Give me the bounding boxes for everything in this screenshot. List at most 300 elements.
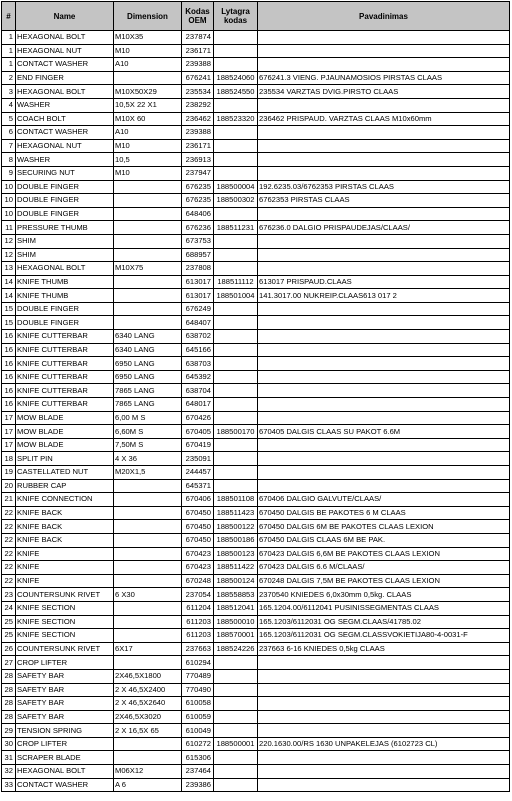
table-row [2,506,510,520]
cell-oem-code: 610058 [182,697,214,711]
cell-name: HEXAGONAL BOLT [16,262,114,276]
cell-oem-code: 244457 [182,466,214,480]
cell-lytagra-code [214,398,258,412]
cell-number: 28 [2,710,16,724]
cell-number: 28 [2,669,16,683]
cell-lytagra-code [214,452,258,466]
cell-number: 22 [2,506,16,520]
cell-pavadinimas [258,765,510,779]
cell-name: SAFETY BAR [16,683,114,697]
cell-lytagra-code: 188512041 [214,601,258,615]
cell-oem-code: 645371 [182,479,214,493]
cell-oem-code: 770490 [182,683,214,697]
table-row [2,207,510,221]
table-row [2,180,510,194]
cell-dimension [114,533,182,547]
cell-dimension: 10,5 [114,153,182,167]
cell-lytagra-code [214,126,258,140]
cell-number: 9 [2,166,16,180]
cell-pavadinimas: 192.6235.03/6762353 PIRSTAS CLAAS [258,180,510,194]
cell-pavadinimas [258,139,510,153]
cell-dimension: M10X 60 [114,112,182,126]
cell-name: MOW BLADE [16,438,114,452]
cell-number: 5 [2,112,16,126]
table-row [2,452,510,466]
cell-pavadinimas [258,452,510,466]
table-row [2,466,510,480]
cell-number: 24 [2,601,16,615]
cell-lytagra-code: 188500186 [214,533,258,547]
cell-pavadinimas [258,44,510,58]
cell-pavadinimas: 670450 DALGIS CLAAS 6M BE PAK. [258,533,510,547]
cell-dimension: M10X50X29 [114,85,182,99]
cell-name: HEXAGONAL NUT [16,44,114,58]
cell-pavadinimas: 670450 DALGIS 6M BE PAKOTES CLAAS LEXION [258,520,510,534]
table-row [2,234,510,248]
cell-pavadinimas: 670423 DALGIS 6,6M BE PAKOTES CLAAS LEXION [258,547,510,561]
cell-oem-code: 236171 [182,44,214,58]
cell-pavadinimas [258,166,510,180]
cell-name: KNIFE [16,547,114,561]
cell-dimension [114,71,182,85]
cell-name: PRESSURE THUMB [16,221,114,235]
cell-number: 10 [2,194,16,208]
cell-pavadinimas: 235534 VARZTAS DVIG.PIRSTO CLAAS [258,85,510,99]
cell-lytagra-code: 188511231 [214,221,258,235]
cell-oem-code: 648017 [182,398,214,412]
cell-oem-code: 676235 [182,194,214,208]
cell-oem-code: 670405 [182,425,214,439]
cell-lytagra-code: 188570001 [214,629,258,643]
cell-dimension: 6950 LANG [114,370,182,384]
cell-number: 28 [2,697,16,711]
table-row [2,778,510,792]
cell-lytagra-code [214,234,258,248]
cell-dimension [114,737,182,751]
table-row [2,85,510,99]
cell-oem-code: 238292 [182,98,214,112]
table-row [2,411,510,425]
header-pavadinimas: Pavadinimas [258,2,510,31]
table-row [2,262,510,276]
cell-name: KNIFE [16,561,114,575]
cell-pavadinimas: 165.1203/6112031 OG SEGM.CLASSVOKIETIJA80-4-0031-F [258,629,510,643]
cell-oem-code: 237808 [182,262,214,276]
table-row [2,629,510,643]
cell-oem-code: 688957 [182,248,214,262]
cell-oem-code: 645166 [182,343,214,357]
cell-name: KNIFE [16,574,114,588]
cell-pavadinimas [258,669,510,683]
cell-number: 25 [2,629,16,643]
cell-pavadinimas [258,126,510,140]
cell-name: CONTACT WASHER [16,778,114,792]
cell-name: DOUBLE FINGER [16,207,114,221]
cell-oem-code: 237663 [182,642,214,656]
cell-pavadinimas [258,411,510,425]
cell-oem-code: 638703 [182,357,214,371]
cell-oem-code: 676235 [182,180,214,194]
cell-number: 15 [2,302,16,316]
cell-name: SAFETY BAR [16,710,114,724]
cell-number: 22 [2,574,16,588]
table-row [2,710,510,724]
cell-pavadinimas [258,438,510,452]
cell-number: 2 [2,71,16,85]
cell-name: SAFETY BAR [16,697,114,711]
cell-name: KNIFE SECTION [16,629,114,643]
cell-number: 33 [2,778,16,792]
table-row [2,58,510,72]
cell-pavadinimas [258,262,510,276]
cell-number: 17 [2,411,16,425]
cell-pavadinimas [258,778,510,792]
cell-lytagra-code: 188511423 [214,506,258,520]
cell-pavadinimas: 613017 PRISPAUD.CLAAS [258,275,510,289]
table-row [2,520,510,534]
cell-dimension: A10 [114,126,182,140]
cell-number: 23 [2,588,16,602]
cell-dimension: M10 [114,139,182,153]
cell-pavadinimas [258,343,510,357]
table-row [2,561,510,575]
table-row [2,533,510,547]
table-row [2,316,510,330]
cell-name: KNIFE CONNECTION [16,493,114,507]
cell-name: HEXAGONAL BOLT [16,31,114,45]
cell-pavadinimas [258,207,510,221]
cell-name: KNIFE CUTTERBAR [16,398,114,412]
cell-lytagra-code [214,479,258,493]
cell-oem-code: 673753 [182,234,214,248]
cell-pavadinimas: 670405 DALGIS CLAAS SU PAKOT 6.6M [258,425,510,439]
cell-oem-code: 611203 [182,615,214,629]
cell-oem-code: 613017 [182,289,214,303]
cell-lytagra-code: 188500123 [214,547,258,561]
cell-dimension: 6950 LANG [114,357,182,371]
cell-name: CROP LIFTER [16,737,114,751]
cell-dimension: 2 X 46,5X2400 [114,683,182,697]
table-row [2,398,510,412]
cell-oem-code: 236171 [182,139,214,153]
cell-dimension [114,180,182,194]
cell-number: 32 [2,765,16,779]
table-row [2,139,510,153]
cell-dimension [114,601,182,615]
cell-dimension [114,493,182,507]
cell-dimension [114,547,182,561]
cell-lytagra-code [214,248,258,262]
cell-dimension: 2X46,5X1800 [114,669,182,683]
cell-lytagra-code [214,207,258,221]
cell-pavadinimas [258,656,510,670]
cell-oem-code: 670419 [182,438,214,452]
cell-oem-code: 239388 [182,126,214,140]
cell-oem-code: 237054 [182,588,214,602]
cell-number: 13 [2,262,16,276]
table-row [2,31,510,45]
cell-oem-code: 610049 [182,724,214,738]
cell-number: 22 [2,547,16,561]
cell-oem-code: 239388 [182,58,214,72]
cell-name: END FINGER [16,71,114,85]
cell-name: KNIFE CUTTERBAR [16,357,114,371]
cell-dimension: 2 X 16,5X 65 [114,724,182,738]
header-number: # [2,2,16,31]
cell-pavadinimas [258,330,510,344]
cell-oem-code: 670450 [182,520,214,534]
cell-number: 16 [2,343,16,357]
cell-number: 11 [2,221,16,235]
cell-name: HEXAGONAL BOLT [16,85,114,99]
cell-lytagra-code [214,438,258,452]
cell-name: DOUBLE FINGER [16,180,114,194]
cell-name: CASTELLATED NUT [16,466,114,480]
cell-oem-code: 648406 [182,207,214,221]
cell-oem-code: 670426 [182,411,214,425]
table-row [2,343,510,357]
cell-lytagra-code [214,384,258,398]
cell-dimension [114,751,182,765]
cell-pavadinimas [258,98,510,112]
cell-name: CONTACT WASHER [16,58,114,72]
table-row [2,547,510,561]
cell-lytagra-code [214,765,258,779]
cell-number: 20 [2,479,16,493]
cell-pavadinimas [258,357,510,371]
cell-dimension [114,275,182,289]
cell-pavadinimas: 220.1630.00/RS 1630 UNPAKELEJAS (6102723 CL) [258,737,510,751]
cell-name: MOW BLADE [16,425,114,439]
table-row [2,194,510,208]
cell-dimension: 7865 LANG [114,384,182,398]
cell-dimension [114,234,182,248]
cell-oem-code: 615306 [182,751,214,765]
cell-lytagra-code [214,316,258,330]
cell-lytagra-code [214,466,258,480]
cell-number: 8 [2,153,16,167]
cell-dimension: A 6 [114,778,182,792]
cell-name: WASHER [16,153,114,167]
cell-oem-code: 236462 [182,112,214,126]
cell-oem-code: 236913 [182,153,214,167]
cell-pavadinimas: 676241.3 VIENG. PJAUNAMOSIOS PIRSTAS CLAAS [258,71,510,85]
cell-lytagra-code: 188500010 [214,615,258,629]
cell-oem-code: 676241 [182,71,214,85]
cell-oem-code: 237464 [182,765,214,779]
cell-name: KNIFE BACK [16,506,114,520]
cell-lytagra-code [214,166,258,180]
table-row [2,357,510,371]
cell-name: KNIFE CUTTERBAR [16,343,114,357]
parts-table [1,1,510,792]
cell-number: 22 [2,520,16,534]
cell-name: SCRAPER BLADE [16,751,114,765]
cell-lytagra-code: 188500302 [214,194,258,208]
cell-pavadinimas: 237663 6-16 KNIEDES 0,5kg CLAAS [258,642,510,656]
cell-oem-code: 610294 [182,656,214,670]
cell-name: KNIFE THUMB [16,289,114,303]
cell-dimension [114,207,182,221]
cell-pavadinimas [258,58,510,72]
header-row [2,2,510,31]
cell-lytagra-code [214,153,258,167]
header-oem-code: Kodas OEM [182,2,214,31]
cell-number: 31 [2,751,16,765]
cell-dimension [114,520,182,534]
cell-lytagra-code: 188501108 [214,493,258,507]
cell-oem-code: 237874 [182,31,214,45]
cell-number: 14 [2,289,16,303]
table-row [2,275,510,289]
cell-dimension [114,248,182,262]
cell-dimension: 4 X 36 [114,452,182,466]
cell-oem-code: 670450 [182,506,214,520]
cell-lytagra-code: 188558853 [214,588,258,602]
cell-pavadinimas [258,384,510,398]
cell-oem-code: 670406 [182,493,214,507]
cell-pavadinimas [258,697,510,711]
table-row [2,302,510,316]
cell-lytagra-code: 188500122 [214,520,258,534]
cell-pavadinimas: 670423 DALGIS 6.6 M/CLAAS/ [258,561,510,575]
table-row [2,724,510,738]
table-row [2,683,510,697]
cell-dimension: 6 X30 [114,588,182,602]
cell-lytagra-code [214,411,258,425]
table-row [2,642,510,656]
cell-lytagra-code [214,656,258,670]
cell-name: KNIFE SECTION [16,615,114,629]
cell-pavadinimas: 6762353 PIRSTAS CLAAS [258,194,510,208]
cell-lytagra-code [214,302,258,316]
cell-number: 25 [2,615,16,629]
cell-lytagra-code: 188511422 [214,561,258,575]
table-row [2,615,510,629]
cell-number: 16 [2,384,16,398]
cell-dimension: 10,5X 22 X1 [114,98,182,112]
cell-name: WASHER [16,98,114,112]
cell-lytagra-code: 188524060 [214,71,258,85]
cell-lytagra-code [214,343,258,357]
table-row [2,166,510,180]
table-row [2,126,510,140]
cell-dimension: 6,00 M S [114,411,182,425]
cell-name: COUNTERSUNK RIVET [16,642,114,656]
cell-pavadinimas [258,479,510,493]
cell-lytagra-code: 188500124 [214,574,258,588]
cell-dimension [114,479,182,493]
cell-lytagra-code [214,139,258,153]
cell-dimension: 6,60M S [114,425,182,439]
cell-dimension: M10 [114,44,182,58]
cell-dimension: 7,50M S [114,438,182,452]
cell-number: 6 [2,126,16,140]
cell-pavadinimas [258,302,510,316]
cell-pavadinimas: 141.3017.00 NUKREIP.CLAAS613 017 2 [258,289,510,303]
table-row [2,765,510,779]
cell-lytagra-code: 188501004 [214,289,258,303]
cell-lytagra-code: 188523320 [214,112,258,126]
table-row [2,697,510,711]
table-row [2,751,510,765]
table-row [2,656,510,670]
cell-dimension [114,194,182,208]
cell-lytagra-code: 188524550 [214,85,258,99]
table-row [2,737,510,751]
cell-dimension [114,221,182,235]
cell-pavadinimas: 165.1204.00/6112041 PUSINISSEGMENTAS CLAAS [258,601,510,615]
cell-name: SAFETY BAR [16,669,114,683]
cell-number: 29 [2,724,16,738]
cell-pavadinimas [258,31,510,45]
cell-pavadinimas [258,370,510,384]
table-body [2,31,510,792]
table-row [2,479,510,493]
cell-name: COUNTERSUNK RIVET [16,588,114,602]
cell-dimension: 6340 LANG [114,343,182,357]
cell-dimension [114,561,182,575]
cell-oem-code: 670248 [182,574,214,588]
cell-name: SHIM [16,234,114,248]
cell-name: DOUBLE FINGER [16,302,114,316]
cell-pavadinimas: 670248 DALGIS 7,5M BE PAKOTES CLAAS LEXION [258,574,510,588]
cell-oem-code: 676249 [182,302,214,316]
cell-number: 1 [2,44,16,58]
cell-name: CROP LIFTER [16,656,114,670]
cell-lytagra-code [214,330,258,344]
cell-oem-code: 235091 [182,452,214,466]
cell-lytagra-code [214,98,258,112]
cell-pavadinimas: 165.1203/6112031 OG SEGM.CLAAS/41785.02 [258,615,510,629]
cell-name: DOUBLE FINGER [16,194,114,208]
cell-pavadinimas: 236462 PRISPAUD. VARZTAS CLAAS M10x60mm [258,112,510,126]
cell-number: 27 [2,656,16,670]
cell-pavadinimas [258,724,510,738]
cell-number: 19 [2,466,16,480]
cell-lytagra-code [214,683,258,697]
cell-number: 12 [2,248,16,262]
cell-dimension: 2 X 46,5X2640 [114,697,182,711]
header-name: Name [16,2,114,31]
cell-name: SHIM [16,248,114,262]
cell-number: 28 [2,683,16,697]
cell-lytagra-code [214,44,258,58]
cell-pavadinimas [258,398,510,412]
cell-lytagra-code: 188524226 [214,642,258,656]
cell-lytagra-code [214,697,258,711]
header-lytagra-code: Lytagra kodas [214,2,258,31]
cell-dimension: M06X12 [114,765,182,779]
cell-oem-code: 770489 [182,669,214,683]
cell-oem-code: 645392 [182,370,214,384]
header-dimension: Dimension [114,2,182,31]
cell-number: 30 [2,737,16,751]
cell-pavadinimas: 670450 DALGIS BE PAKOTES 6 M CLAAS [258,506,510,520]
table-row [2,588,510,602]
cell-lytagra-code [214,724,258,738]
cell-number: 26 [2,642,16,656]
cell-number: 22 [2,533,16,547]
cell-oem-code: 638704 [182,384,214,398]
cell-number: 12 [2,234,16,248]
cell-dimension [114,656,182,670]
cell-dimension: M20X1,5 [114,466,182,480]
cell-name: KNIFE BACK [16,533,114,547]
cell-name: KNIFE CUTTERBAR [16,330,114,344]
cell-number: 1 [2,31,16,45]
cell-pavadinimas [258,248,510,262]
